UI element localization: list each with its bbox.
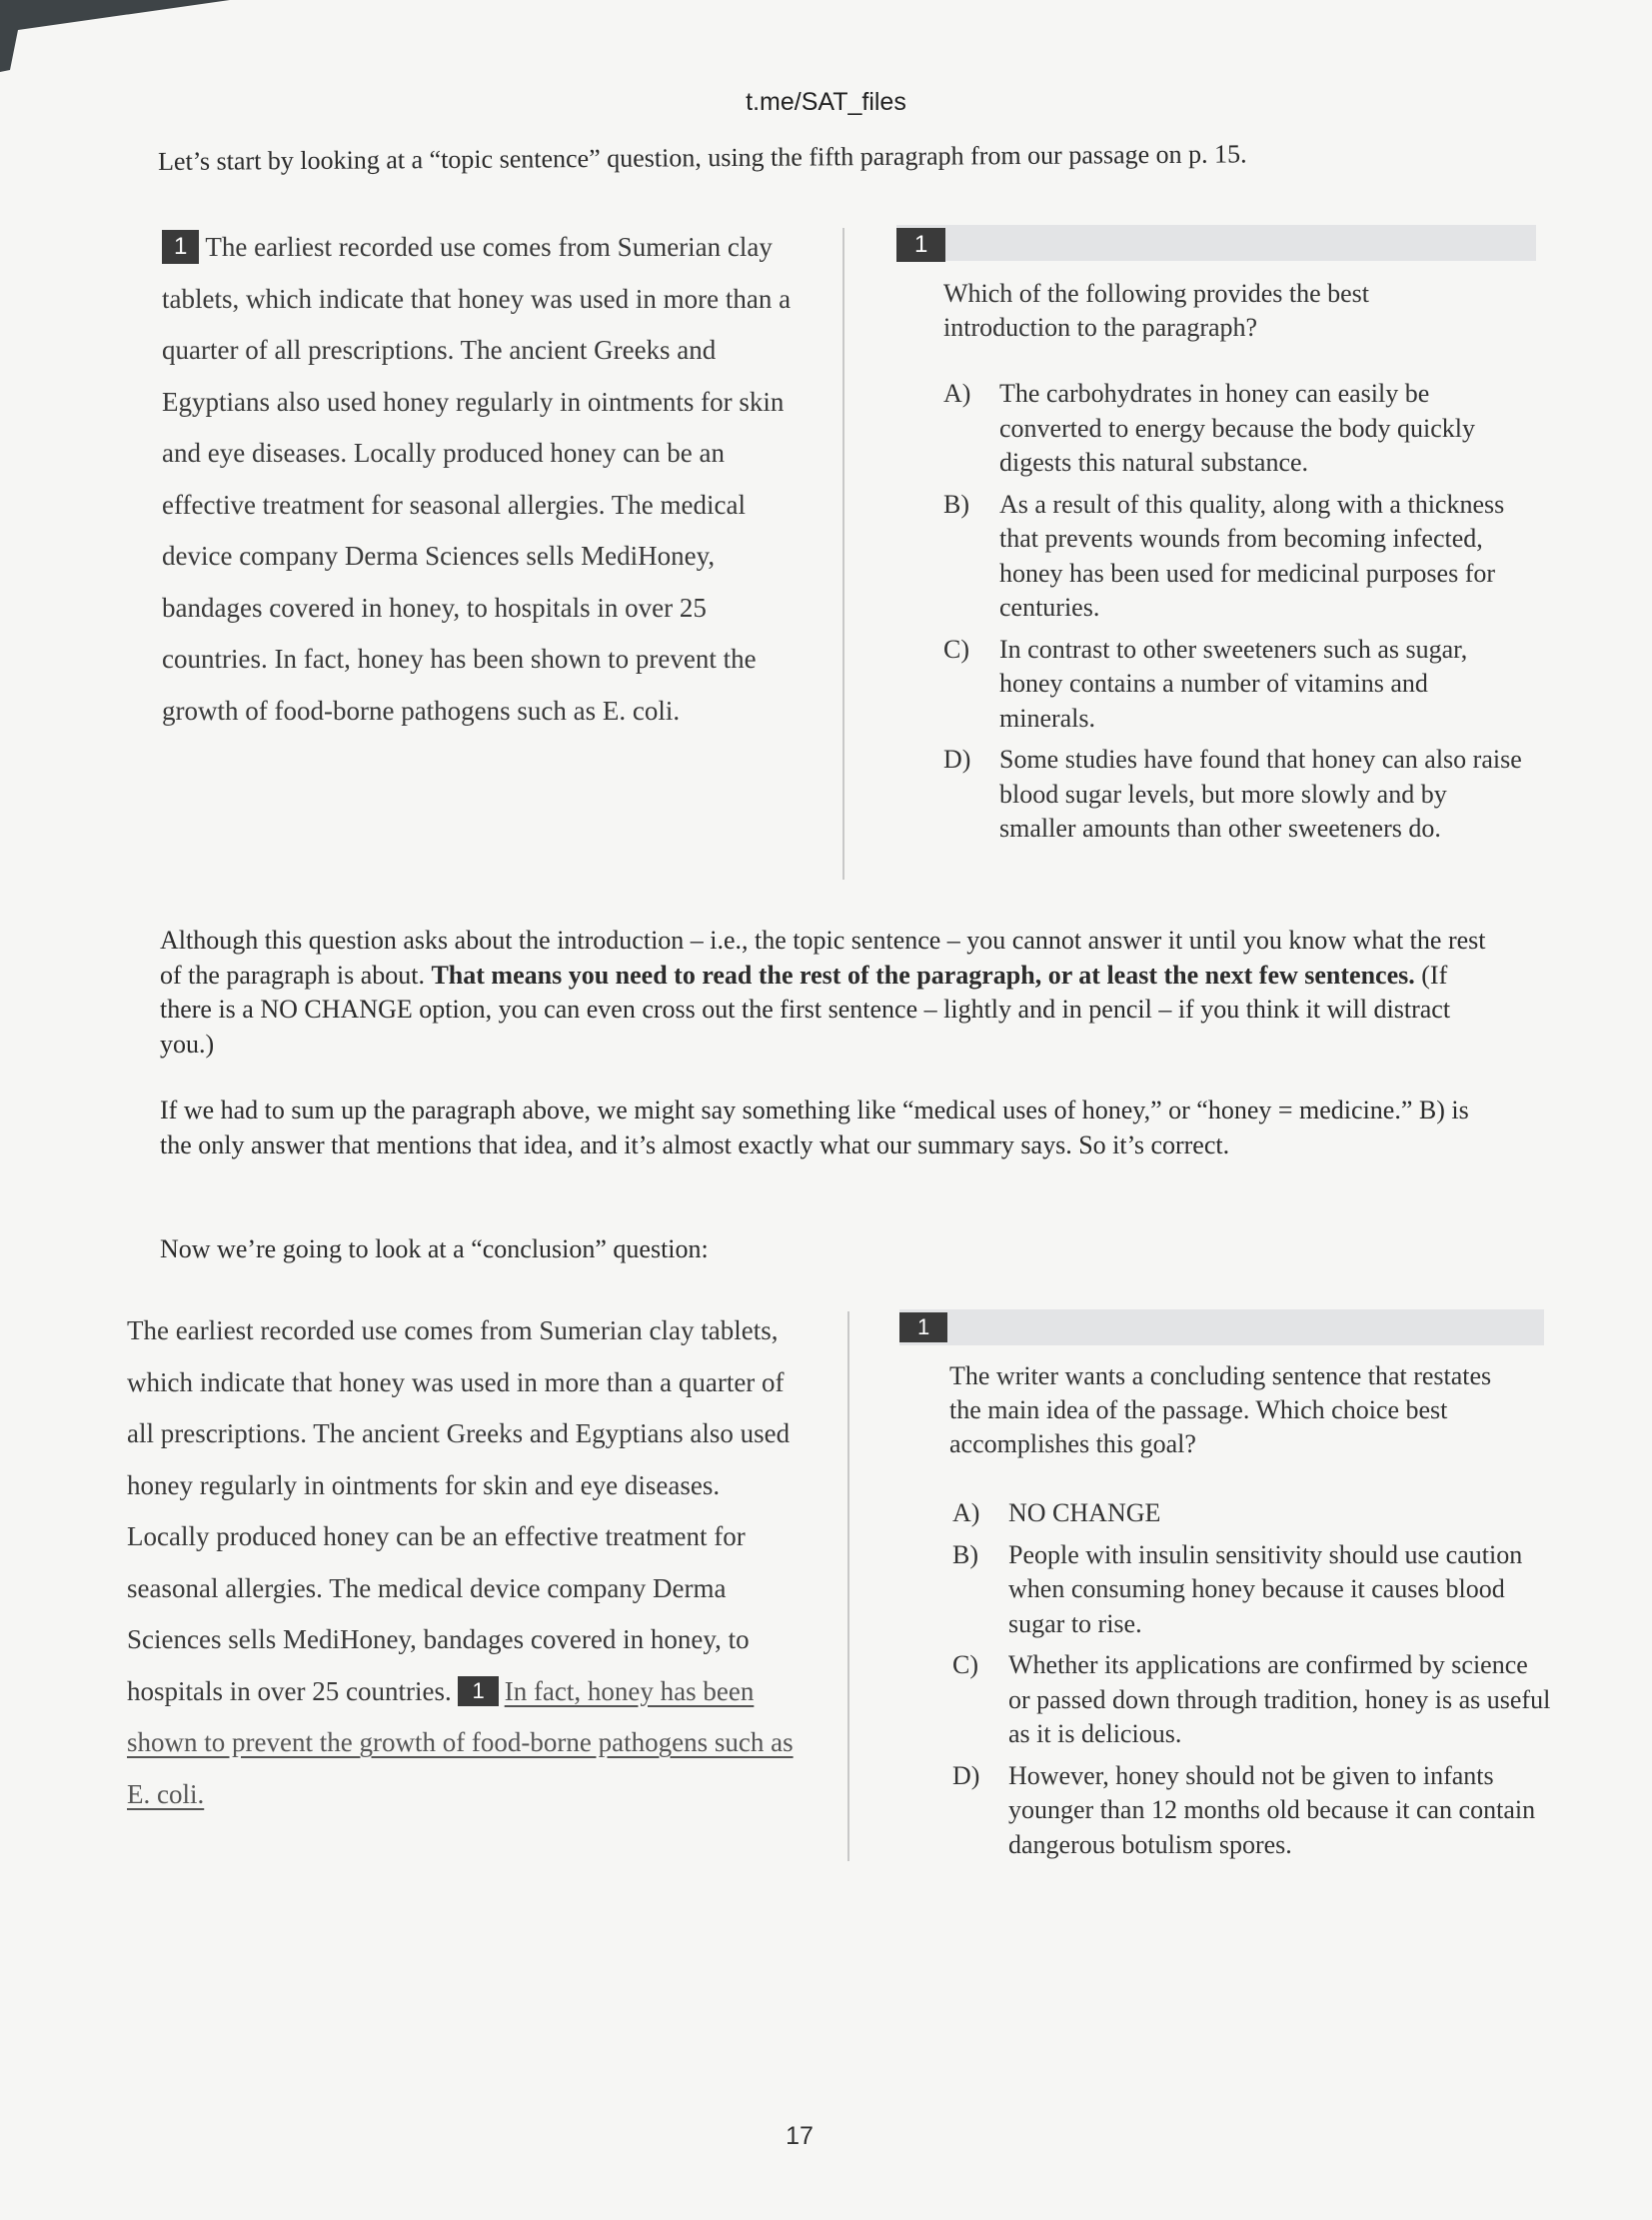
question-number-badge-2: 1 — [899, 1312, 947, 1342]
question-number-badge: 1 — [896, 228, 945, 262]
underlined-sentence: In fact, honey has been shown to prevent the growth of food-borne pathogens such as E. coli. — [127, 1675, 794, 1809]
question-2-options — [952, 1496, 1552, 1869]
intro-text: Let’s start by looking at a “topic sentence” question, using the fifth paragraph from our passage on p. 15. — [158, 139, 1247, 176]
option-b[interactable]: B) People with insulin sensitivity should use caution when consuming honey because it causes blood sugar to rise. — [952, 1539, 1523, 1638]
column-divider-2 — [847, 1311, 849, 1861]
option-a[interactable]: A) The carbohydrates in honey can easily be converted to energy because the body quickly digests this natural substance. — [943, 379, 1476, 477]
explanation-paragraph-1: Although this question asks about the introduction – i.e., the topic sentence – you cannot answer it until you know what the rest of the paragraph is about. That means you need to read the rest of the paragraph, or at least the next few sentences. (If there is a NO CHANGE option, you can even cross out the first sentence – lightly and in pencil – if you think it will distract you.) — [160, 926, 1486, 1059]
passage-number-badge: 1 — [162, 230, 199, 264]
scan-corner-shadow — [0, 0, 240, 80]
inline-question-badge: 1 — [458, 1676, 498, 1706]
question-1-prompt: Which of the following provides the best introduction to the paragraph? — [943, 279, 1370, 342]
channel-link[interactable]: t.me/SAT_files — [746, 88, 906, 116]
question-2-prompt: The writer wants a concluding sentence that restates the main idea of the passage. Which choice best accomplishes this goal? — [949, 1361, 1492, 1458]
question-1-options — [943, 377, 1523, 854]
option-c[interactable]: C) Whether its applications are confirmed by science or passed down through tradition, honey is as useful as it is delicious. — [952, 1650, 1551, 1748]
option-d[interactable]: D) However, honey should not be given to infants younger than 12 months old because it can contain dangerous botulism spores. — [952, 1760, 1536, 1859]
option-c[interactable]: C) In contrast to other sweeteners such as sugar, honey contains a number of vitamins and minerals. — [943, 634, 1468, 733]
explanation-paragraph-2: If we had to sum up the paragraph above, we might say something like “medical uses of honey,” or “honey = medicine.” B) is the only answer that mentions that idea, and it’s almost exactly what our summary says. So it’s correct. — [160, 1096, 1469, 1159]
explanation-bold: That means you need to read the rest of the paragraph, or at least the next few sentences. — [431, 960, 1415, 990]
passage-2 — [127, 1305, 807, 1820]
passage-2-text: The earliest recorded use comes from Sumerian clay tablets, which indicate that honey was used in more than a quarter of all prescriptions. The ancient Greeks and Egyptians also used honey regularly in ointments for skin and eye diseases. Locally produced honey can be an effective treatment for seasonal allergies. The medical device company Derma Sciences sells MediHoney, bandages covered in honey, to hospitals in over 25 countries. — [127, 1315, 791, 1706]
question-1-header — [896, 225, 1536, 261]
option-a[interactable]: A) NO CHANGE — [952, 1498, 1161, 1527]
question-2-header — [899, 1309, 1544, 1345]
explanation-paragraph-3: Now we’re going to look at a “conclusion” question: — [160, 1234, 709, 1263]
page-number: 17 — [786, 2122, 814, 2150]
option-b[interactable]: B) As a result of this quality, along with a thickness that prevents wounds from becoming infected, honey has been used for medicinal purposes for centuries. — [943, 489, 1505, 622]
column-divider-1 — [842, 228, 844, 880]
passage-1-text: The earliest recorded use comes from Sumerian clay tablets, which indicate that honey was used in more than a quarter of all prescriptions. The ancient Greeks and Egyptians also used honey regularly in ointments for skin and eye diseases. Locally produced honey can be an effective treatment for seasonal allergies. The medical device company Derma Sciences sells MediHoney, bandages covered in honey, to hospitals in over 25 countries. In fact, honey has been shown to prevent the growth of food-borne pathogens such as E. coli. — [162, 232, 792, 726]
passage-1 — [162, 222, 802, 737]
option-d[interactable]: D) Some studies have found that honey can also raise blood sugar levels, but more slowly and by smaller amounts than other sweeteners do. — [943, 745, 1522, 843]
